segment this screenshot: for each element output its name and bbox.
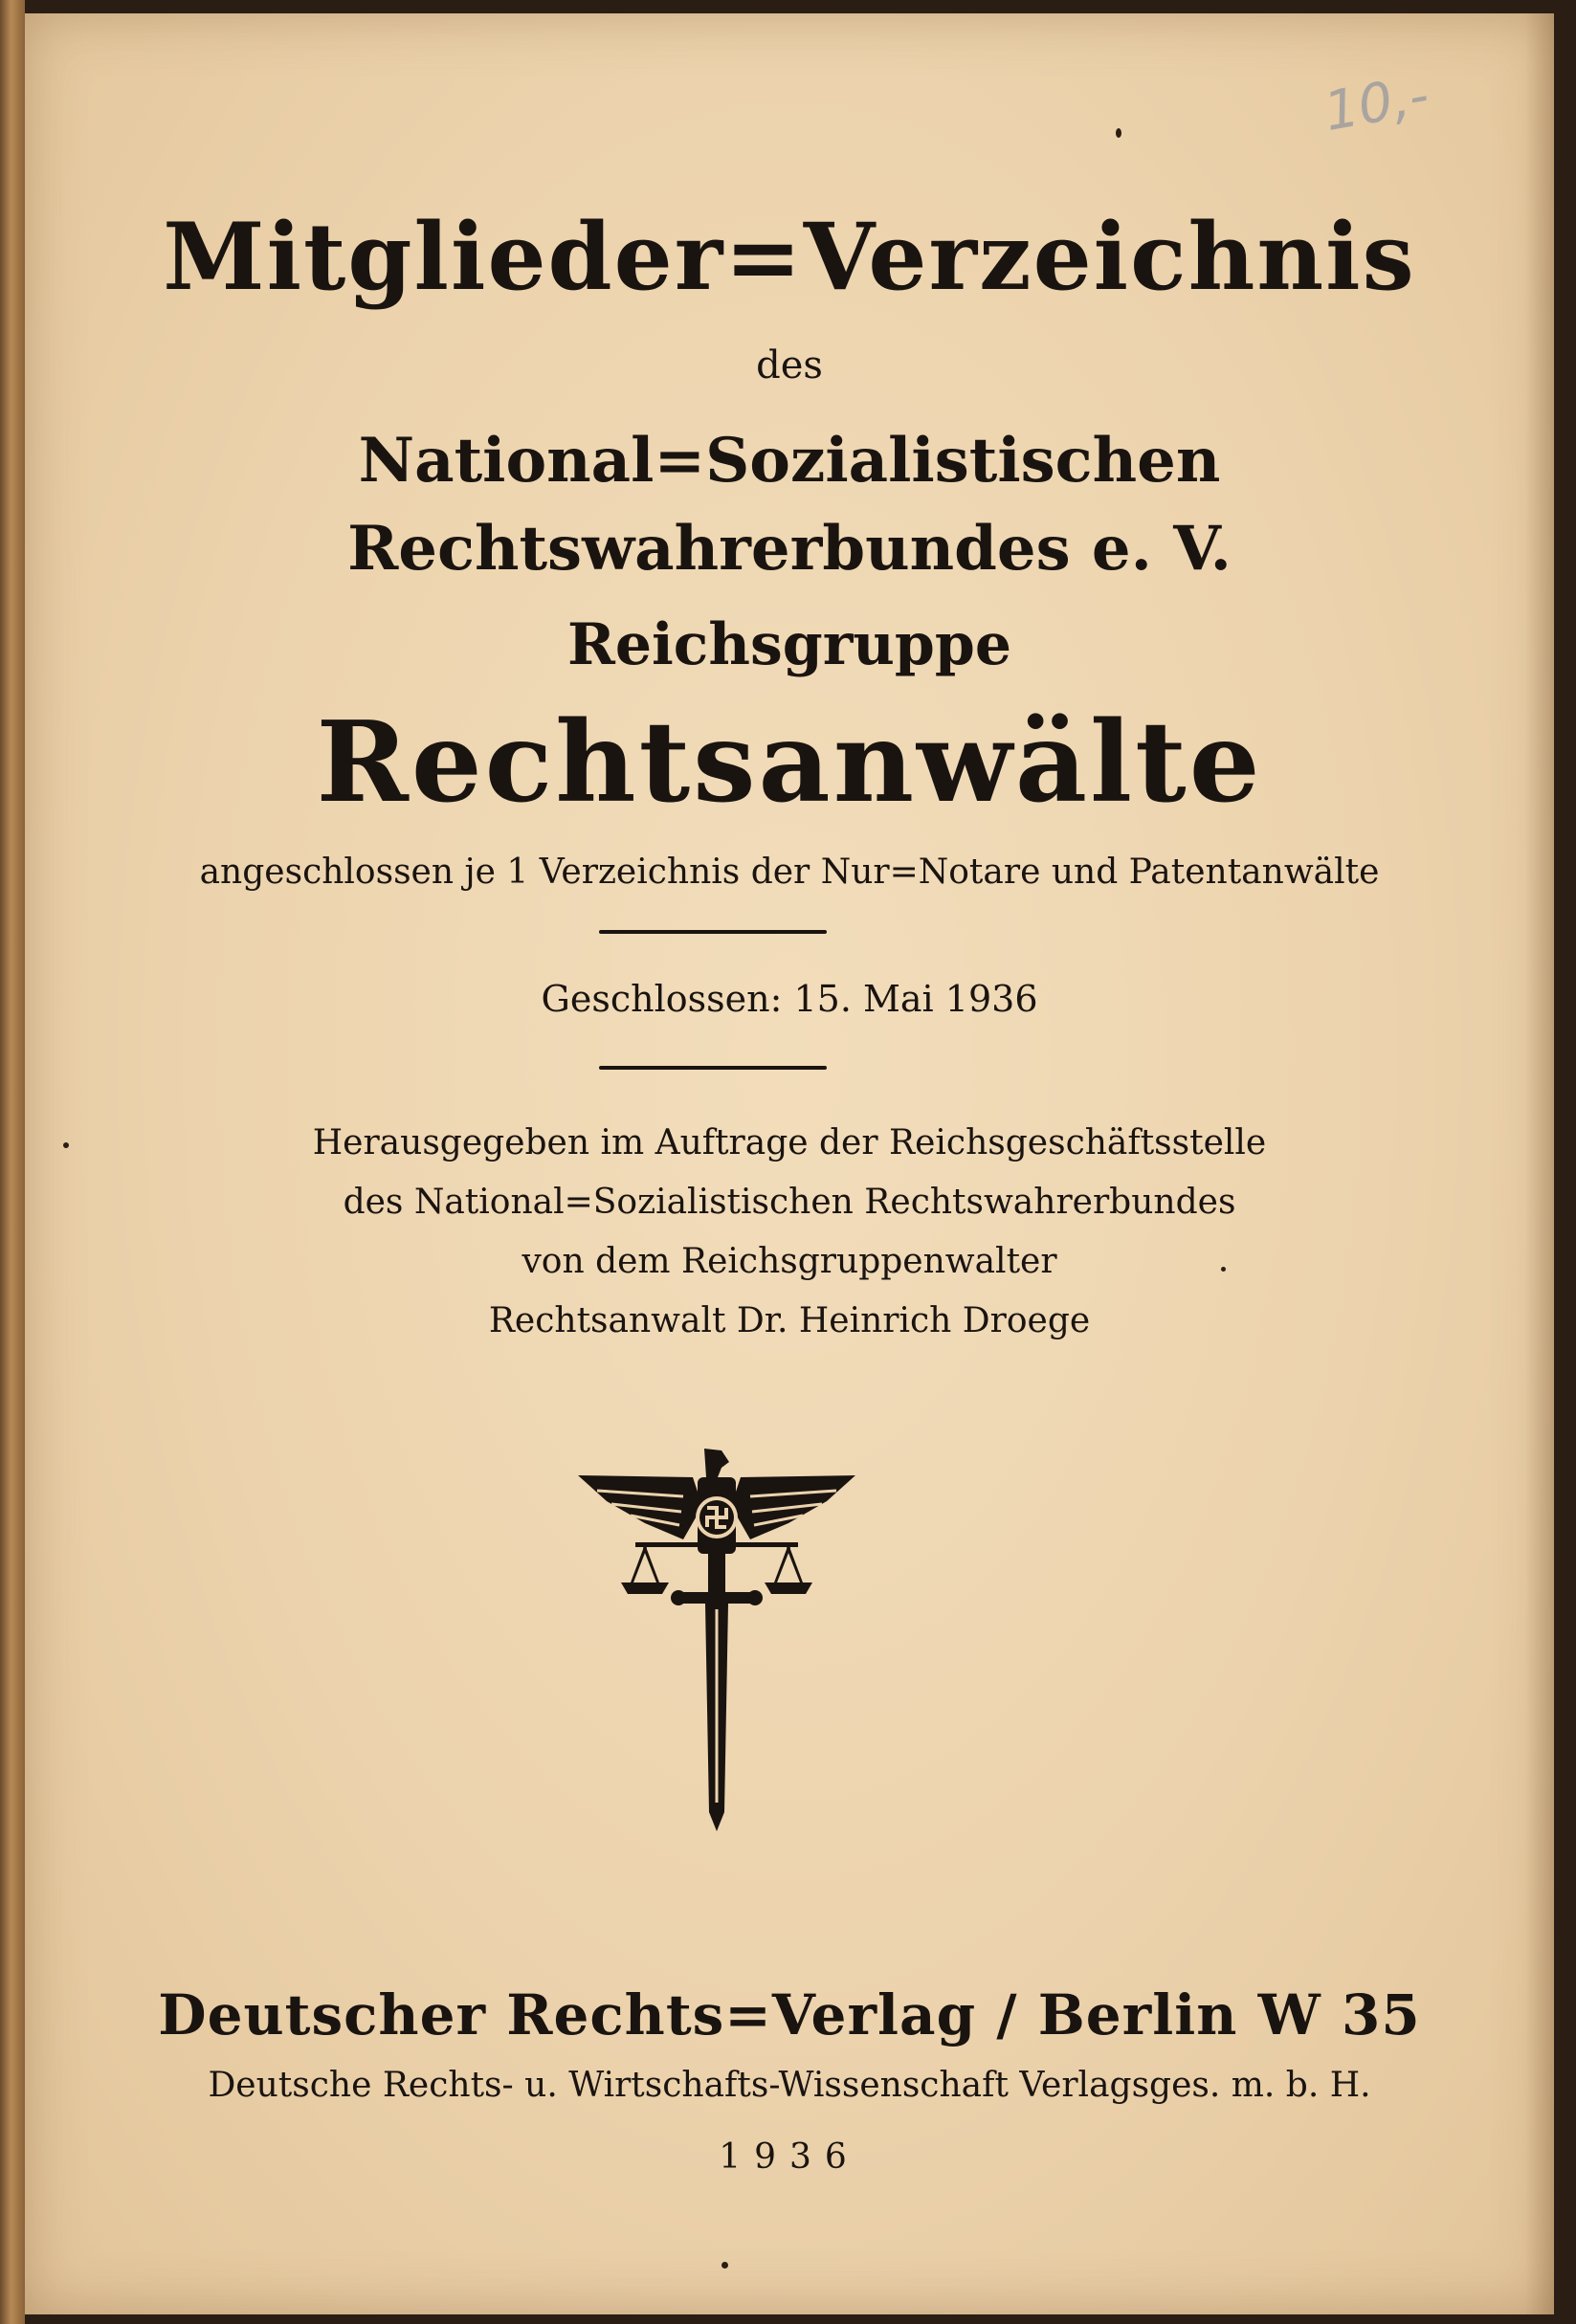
publisher-subtitle: Deutsche Rechts- u. Wirtschafts-Wissenschaft Verlagsges. m. b. H. [208, 2066, 1371, 2105]
divider-rule-bottom [599, 1066, 827, 1070]
title-page [25, 13, 1554, 2314]
page-title: Mitglieder=Verzeichnis [163, 203, 1416, 311]
paper-speck [1221, 1267, 1226, 1272]
publication-year: 1936 [719, 2137, 860, 2177]
rechtsanwaelte-heading: Rechtsanwälte [316, 697, 1263, 828]
reichsgruppe-heading: Reichsgruppe [566, 611, 1012, 678]
issued-by-line: des National=Sozialistischen Rechtswahrerbundes [343, 1183, 1236, 1222]
paper-speck [63, 1142, 69, 1148]
book-spine [0, 0, 25, 2324]
organization-line-1: National=Sozialistischen [358, 425, 1221, 497]
publisher-name: Deutscher Rechts=Verlag / Berlin W 35 [158, 1982, 1421, 2047]
issued-by-line: Herausgegeben im Auftrage der Reichsgeschäftsstelle [312, 1123, 1267, 1162]
divider-rule-top [599, 930, 827, 934]
pencil-note: 10,- [1320, 64, 1434, 144]
eagle-sword-scales-emblem-icon [578, 1449, 855, 1831]
paper-speck [1116, 128, 1121, 138]
organization-line-2: Rechtswahrerbundes e. V. [347, 513, 1232, 585]
issued-by-line: Rechtsanwalt Dr. Heinrich Droege [488, 1301, 1091, 1340]
closed-date: Geschlossen: 15. Mai 1936 [541, 978, 1038, 1020]
issued-by-line: von dem Reichsgruppenwalter [522, 1242, 1057, 1281]
attached-note: angeschlossen je 1 Verzeichnis der Nur=Notare und Patentanwälte [199, 852, 1380, 892]
paper-speck [721, 2262, 728, 2269]
subtitle-des: des [756, 343, 823, 387]
